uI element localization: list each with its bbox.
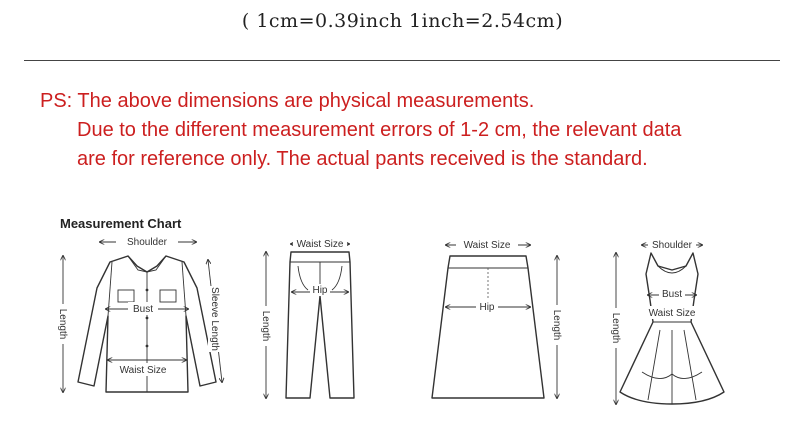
pants-hip-label: Hip: [312, 285, 328, 296]
unit-conversion-text: ( 1cm=0.39inch 1inch=2.54cm): [241, 10, 564, 32]
shirt-waist-label: Waist Size: [119, 365, 167, 376]
shirt-diagram: [56, 235, 222, 392]
skirt-diagram: [432, 238, 564, 398]
measurement-chart-title: Measurement Chart: [60, 216, 182, 231]
notice-line-2: Due to the different measurement errors of 1-2 cm, the relevant data: [77, 119, 682, 141]
pants-length-label: Length: [260, 310, 271, 342]
dress-waist-label: Waist Size: [648, 308, 696, 319]
skirt-hip-label: Hip: [479, 302, 495, 313]
shirt-sleeve-label: Sleeve Length: [209, 287, 220, 351]
dress-length-label: Length: [610, 312, 621, 344]
shirt-bust-label: Bust: [132, 304, 154, 315]
dress-diagram: [609, 238, 724, 404]
dress-shoulder-label: Shoulder: [651, 240, 693, 251]
skirt-waist-label: Waist Size: [463, 240, 511, 251]
dress-bust-label: Bust: [661, 289, 683, 300]
shirt-shoulder-label: Shoulder: [126, 237, 168, 248]
skirt-length-label: Length: [551, 309, 562, 341]
notice-line-1: PS: The above dimensions are physical measurements.: [40, 90, 535, 112]
pants-waist-label: Waist Size: [296, 239, 344, 250]
shirt-length-label: Length: [57, 308, 68, 340]
pants-diagram: [259, 237, 354, 398]
notice-line-3: are for reference only. The actual pants received is the standard.: [77, 148, 648, 170]
